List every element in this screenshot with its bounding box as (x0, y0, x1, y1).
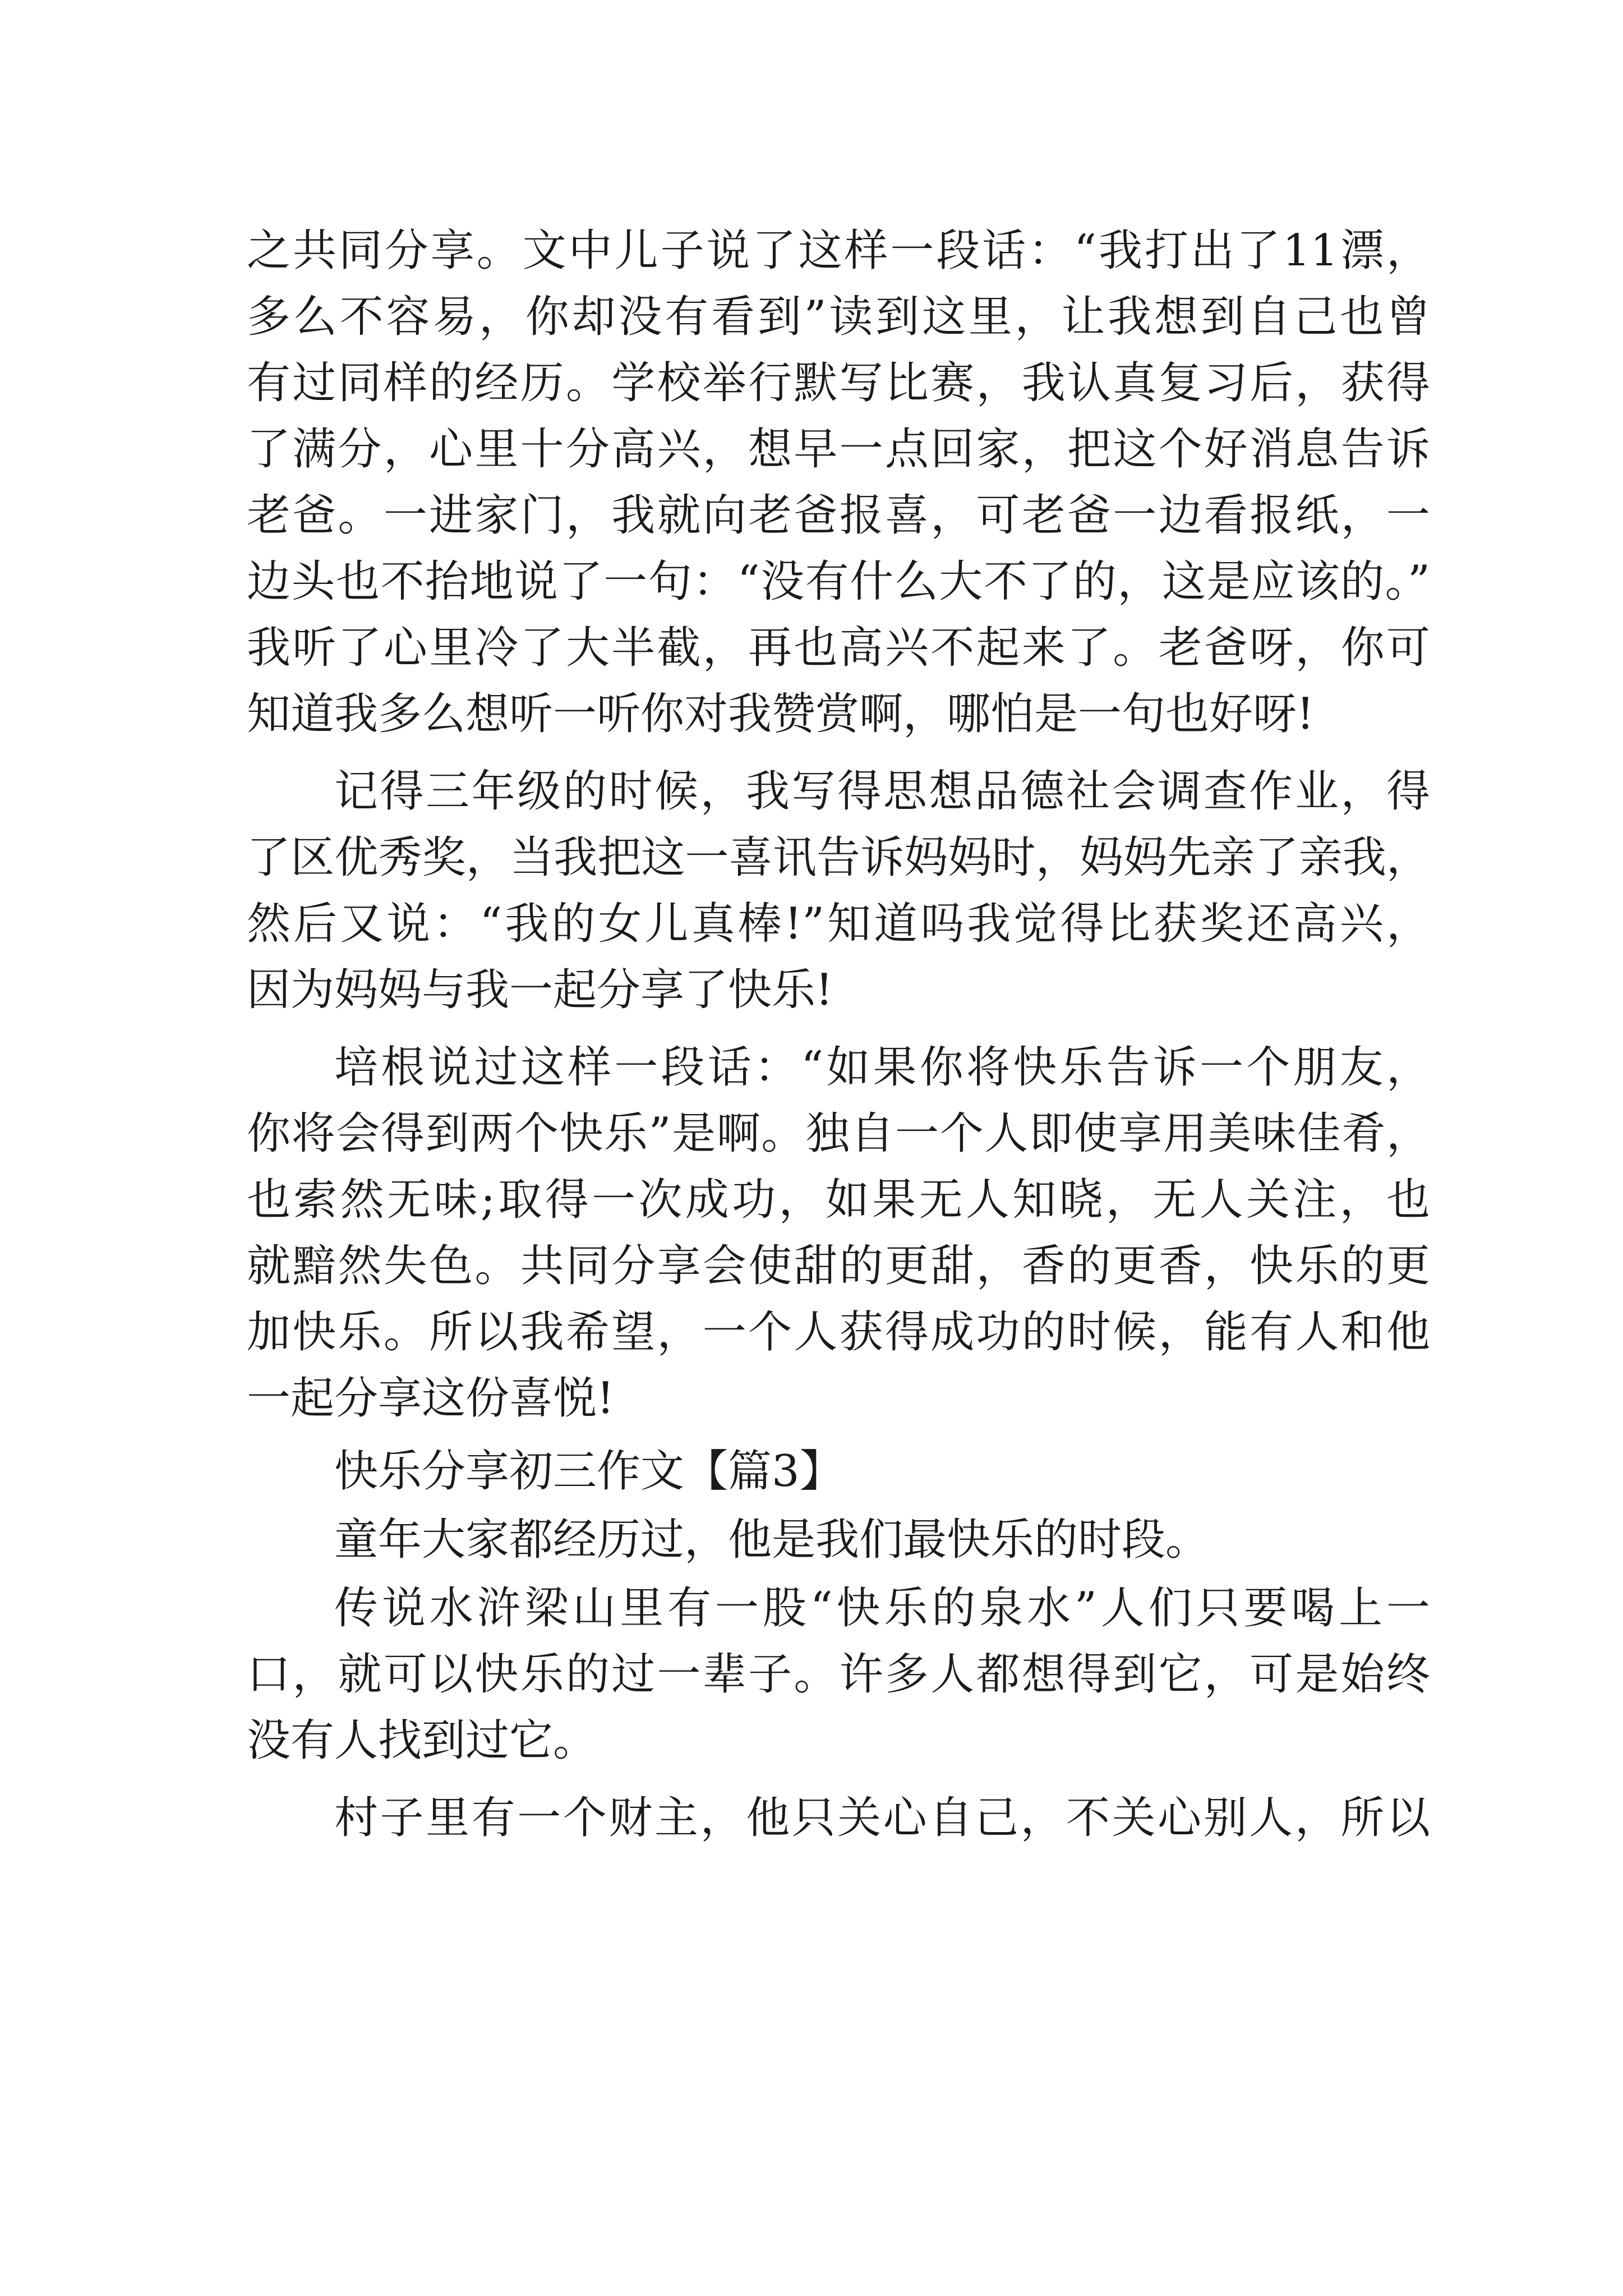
text-line: 知道我多么想听一听你对我赞赏啊，哪怕是一句也好呀! (247, 689, 1315, 739)
document-body (247, 218, 1430, 1851)
text-line: 老爸。一进家门，我就向老爸报喜，可老爸一边看报纸，一 (247, 490, 1430, 541)
text-line: 也索然无味;取得一次成功，如果无人知晓，无人关注，也 (247, 1175, 1430, 1225)
text-line: 了满分，心里十分高兴，想早一点回家，把这个好消息告诉 (247, 424, 1430, 475)
text-line: 加快乐。所以我希望，一个人获得成功的时候，能有人和他 (247, 1307, 1430, 1358)
text-line: 一起分享这份喜悦! (247, 1373, 615, 1424)
text-line: 培根说过这样一段话：“如果你将快乐告诉一个朋友， (334, 1042, 1430, 1093)
text-line: 村子里有一个财主，他只关心自己，不关心别人，所以 (334, 1793, 1430, 1843)
text-line: 口，就可以快乐的过一辈子。许多人都想得到它，可是始终 (247, 1649, 1430, 1700)
text-line: 有过同样的经历。学校举行默写比赛，我认真复习后，获得 (247, 358, 1430, 408)
text-line: 你将会得到两个快乐”是啊。独自一个人即使享用美味佳肴， (247, 1108, 1430, 1159)
text-line: 因为妈妈与我一起分享了快乐! (247, 965, 833, 1015)
text-line: 了区优秀奖，当我把这一喜讯告诉妈妈时，妈妈先亲了亲我， (247, 832, 1430, 883)
text-line: 记得三年级的时候，我写得思想品德社会调查作业，得 (334, 766, 1430, 817)
text-line: 童年大家都经历过，他是我们最快乐的时段。 (334, 1515, 1210, 1565)
text-line: 边头也不抬地说了一句：“没有什么大不了的，这是应该的。” (247, 556, 1430, 607)
text-line: 就黯然失色。共同分享会使甜的更甜，香的更香，快乐的更 (247, 1241, 1430, 1291)
text-line: 传说水浒梁山里有一股“快乐的泉水”人们只要喝上一 (334, 1583, 1430, 1634)
text-line: 没有人找到过它。 (247, 1715, 597, 1766)
text-line: 快乐分享初三作文【篇3】 (334, 1446, 843, 1497)
text-line: 然后又说：“我的女儿真棒!”知道吗我觉得比获奖还高兴， (247, 899, 1430, 949)
text-line: 之共同分享。文中儿子说了这样一段话：“我打出了11漂， (247, 226, 1430, 276)
text-line: 多么不容易，你却没有看到”读到这里，让我想到自己也曾 (247, 292, 1430, 342)
text-line: 我听了心里冷了大半截，再也高兴不起来了。老爸呀，你可 (247, 623, 1430, 673)
